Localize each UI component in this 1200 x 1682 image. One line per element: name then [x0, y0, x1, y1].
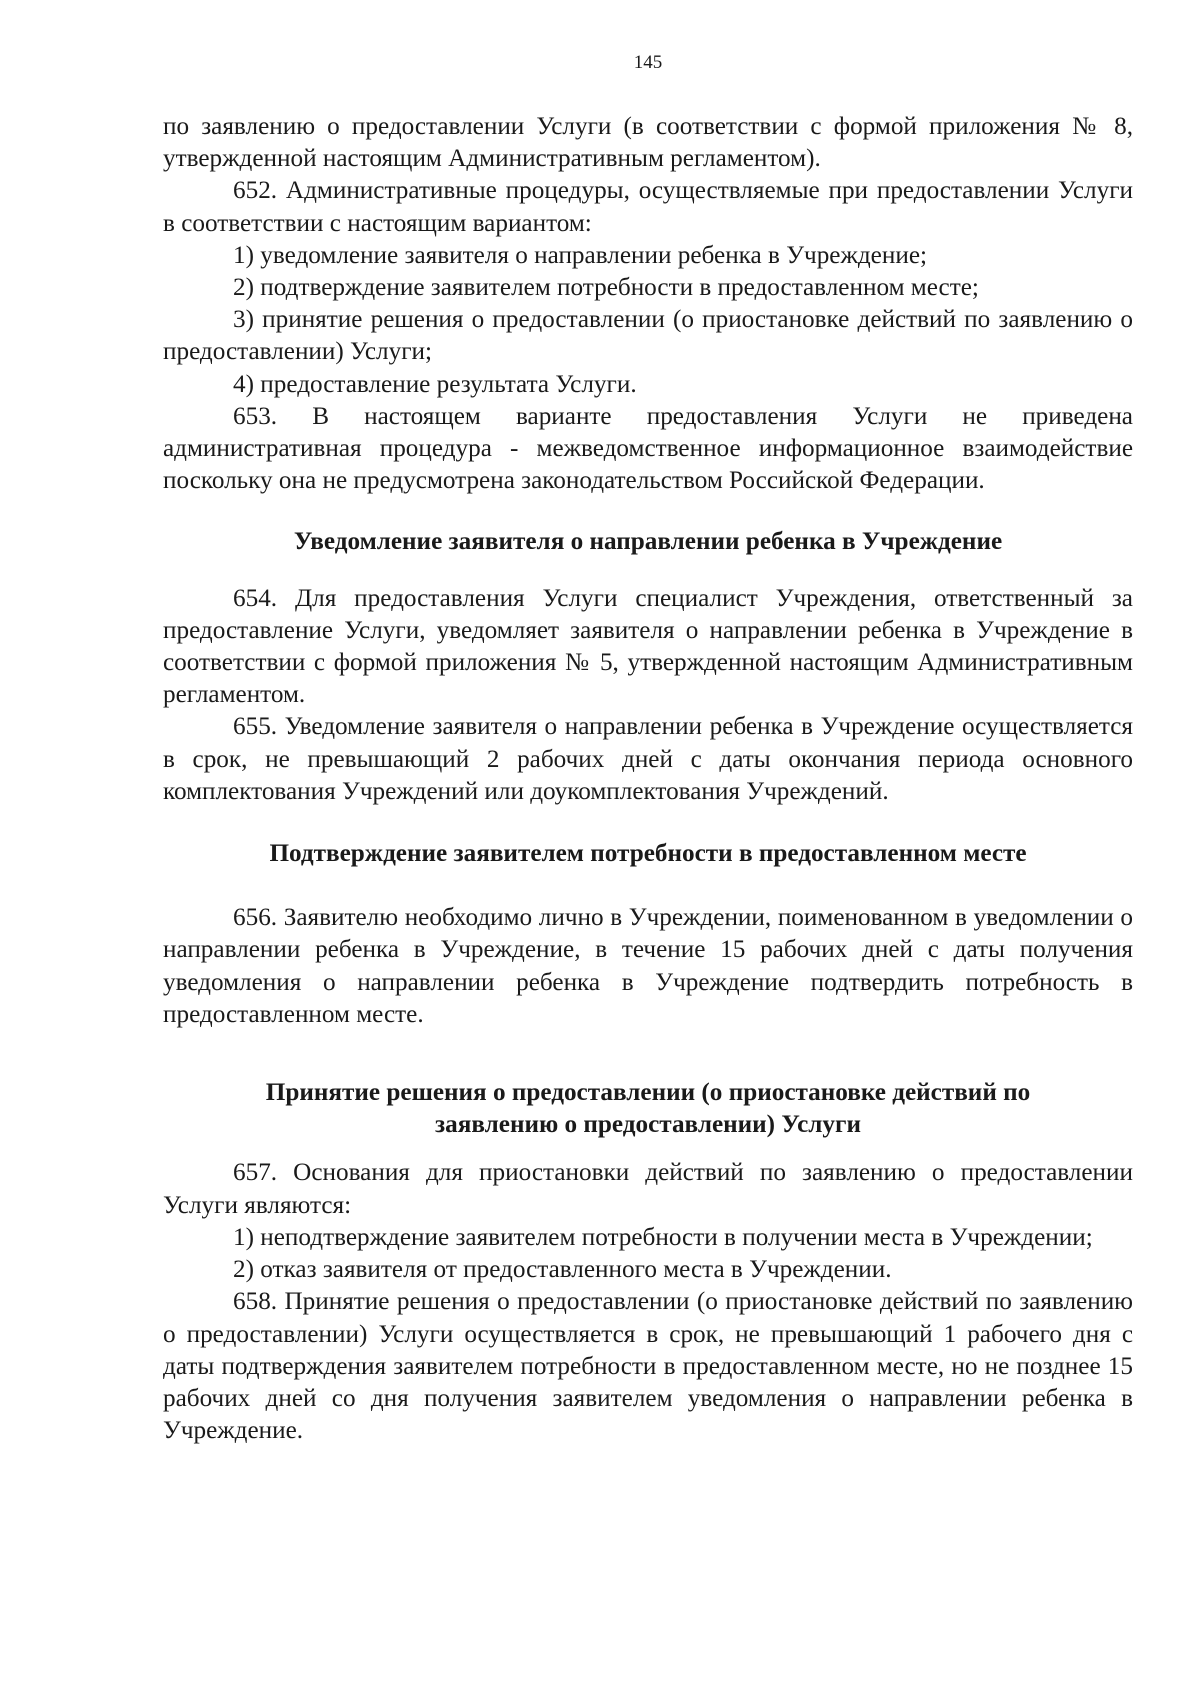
list-item-2: 2) подтверждение заявителем потребности в предоставленном месте; [233, 274, 979, 302]
paragraph-653: 653. В настоящем варианте предоставления Услуги не приведена административная процедура - межведомственное информационное взаимодействие поскольку она не предусмотрена законодательством Российской Федерации. [163, 402, 1133, 495]
list-item-657-2: 2) отказ заявителя от предоставленного места в Учреждении. [233, 1256, 892, 1284]
paragraph-654: 654. Для предоставления Услуги специалист Учреждения, ответственный за предоставление Услуги, уведомляет заявителя о направлении ребенка в Учреждение в соответствии с формой приложения № 5, утвержденной настоящим Административным регламентом. [163, 584, 1133, 709]
section-heading-notification: Уведомление заявителя о направлении ребенка в Учреждение [293, 528, 1003, 556]
paragraph-652: 652. Административные процедуры, осуществляемые при предоставлении Услуги в соответствии с настоящим вариантом: [163, 177, 1133, 237]
page-number: 145 [633, 52, 663, 73]
paragraph-658: 658. Принятие решения о предоставлении (о приостановке действий по заявлению о предоставлении) Услуги осуществляется в срок, не превышающий 1 рабочего дня с даты подтверждения заявителем потребности в предоставленном месте, но не позднее 15 рабочих дней со дня получения заявителем уведомления о направлении ребенка в Учреждение. [163, 1288, 1133, 1445]
section-heading-decision-line-2: заявлению о предоставлении) Услуги [435, 1111, 861, 1139]
list-item-4: 4) предоставление результата Услуги. [233, 370, 637, 398]
paragraph-656: 656. Заявителю необходимо лично в Учреждении, поименованном в уведомлении о направлении ребенка в Учреждение, в течение 15 рабочих дней с даты получения уведомления о направлении ребенка в Учреждение подтвердить потребность в предоставленном месте. [163, 904, 1133, 1028]
paragraph-655: 655. Уведомление заявителя о направлении ребенка в Учреждение осуществляется в срок, не превышающий 2 рабочих дней с даты окончания периода основного комплектования Учреждений или доукомплектования Учреждений. [163, 713, 1133, 805]
document-body [163, 111, 1133, 1447]
paragraph-657: 657. Основания для приостановки действий по заявлению о предоставлении Услуги являются: [163, 1159, 1133, 1219]
list-item-1: 1) уведомление заявителя о направлении ребенка в Учреждение; [233, 241, 927, 269]
section-heading-decision [163, 1077, 1133, 1141]
list-item-657-1: 1) неподтверждение заявителем потребности в получении места в Учреждении; [233, 1223, 1093, 1251]
paragraph-continuation: по заявлению о предоставлении Услуги (в соответствии с формой приложения № 8, утвержденной настоящим Административным регламентом). [163, 113, 1133, 173]
section-heading-confirmation: Подтверждение заявителем потребности в предоставленном месте [269, 840, 1027, 868]
list-item-3: 3) принятие решения о предоставлении (о приостановке действий по заявлению о предоставлении) Услуги; [163, 306, 1133, 366]
section-heading-decision-line-1: Принятие решения о предоставлении (о приостановке действий по [265, 1079, 1031, 1107]
